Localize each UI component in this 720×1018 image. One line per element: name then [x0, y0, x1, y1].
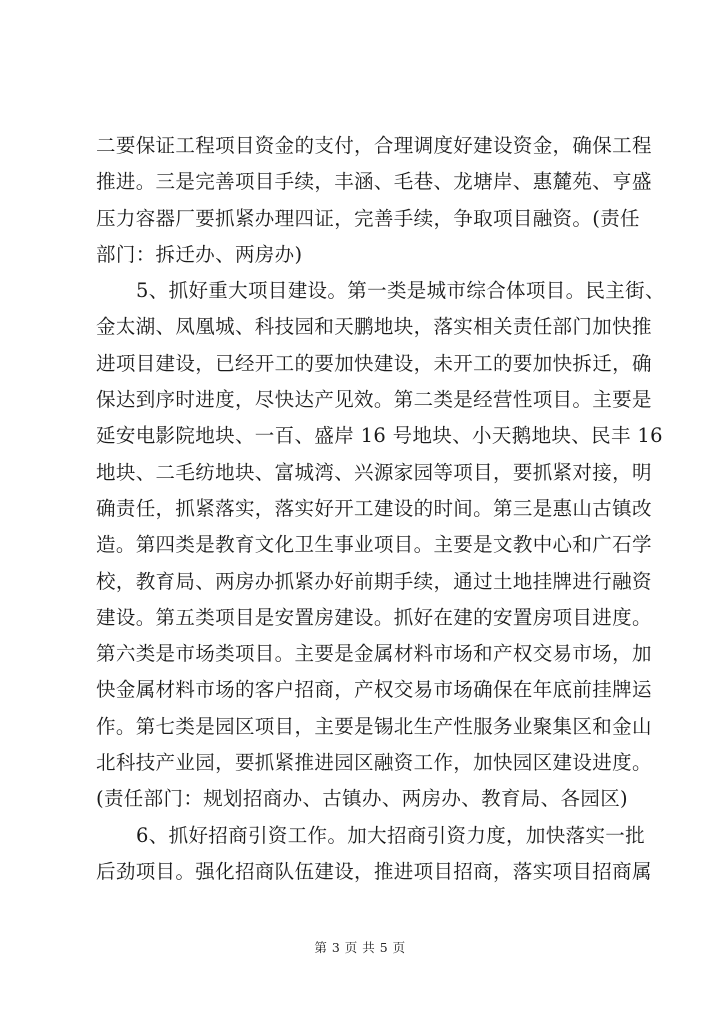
text-line: 建设。第五类项目是安置房建设。抓好在建的安置房项目进度。 [96, 605, 652, 629]
text-line: 地块、二毛纺地块、富城湾、兴源家园等项目，要抓紧对接，明 [96, 460, 652, 484]
text-line: 二要保证工程项目资金的支付，合理调度好建设资金，确保工程 [96, 134, 652, 157]
text-line: 进项目建设，已经开工的要加快建设，未开工的要加快拆迁，确 [96, 351, 652, 375]
text-line: 校，教育局、两房办抓紧办好前期手续，通过土地挂牌进行融资 [96, 569, 652, 593]
text-line: 后劲项目。强化招商队伍建设，推进项目招商，落实项目招商属 [96, 859, 652, 883]
text-line: 推进。三是完善项目手续，丰涵、毛巷、龙塘岸、惠麓苑、亨盛 [96, 170, 652, 194]
page-footer: 第 3 页 共 5 页 [314, 940, 406, 955]
text-line: 5、抓好重大项目建设。第一类是城市综合体项目。民主街、 [136, 279, 665, 303]
text-line: 第六类是市场类项目。主要是金属材料市场和产权交易市场，加 [96, 642, 652, 666]
text-line: (责任部门：规划招商办、古镇办、两房办、教育局、各园区) [96, 787, 629, 811]
text-line: 金太湖、凤凰城、科技园和天鹏地块，落实相关责任部门加快推 [96, 315, 652, 339]
text-line: 造。第四类是教育文化卫生事业项目。主要是文教中心和广石学 [96, 533, 652, 557]
text-line: 压力容器厂要抓紧办理四证，完善手续，争取项目融资。(责任 [96, 206, 640, 230]
text-line: 确责任，抓紧落实，落实好开工建设的时间。第三是惠山古镇改 [96, 496, 652, 520]
text-line: 延安电影院地块、一百、盛岸 16 号地块、小天鹅地块、民丰 16 [96, 424, 663, 448]
text-line: 保达到序时进度，尽快达产见效。第二类是经营性项目。主要是 [96, 388, 652, 412]
document-body [96, 128, 665, 890]
text-line: 部门：拆迁办、两房办) [96, 242, 303, 266]
text-line: 作。第七类是园区项目，主要是锡北生产性服务业聚集区和金山 [96, 714, 652, 738]
text-line: 快金属材料市场的客户招商，产权交易市场确保在年底前挂牌运 [96, 678, 652, 702]
text-line: 6、抓好招商引资工作。加大招商引资力度，加快落实一批 [136, 823, 646, 847]
text-line: 北科技产业园，要抓紧推进园区融资工作，加快园区建设进度。 [96, 751, 652, 775]
